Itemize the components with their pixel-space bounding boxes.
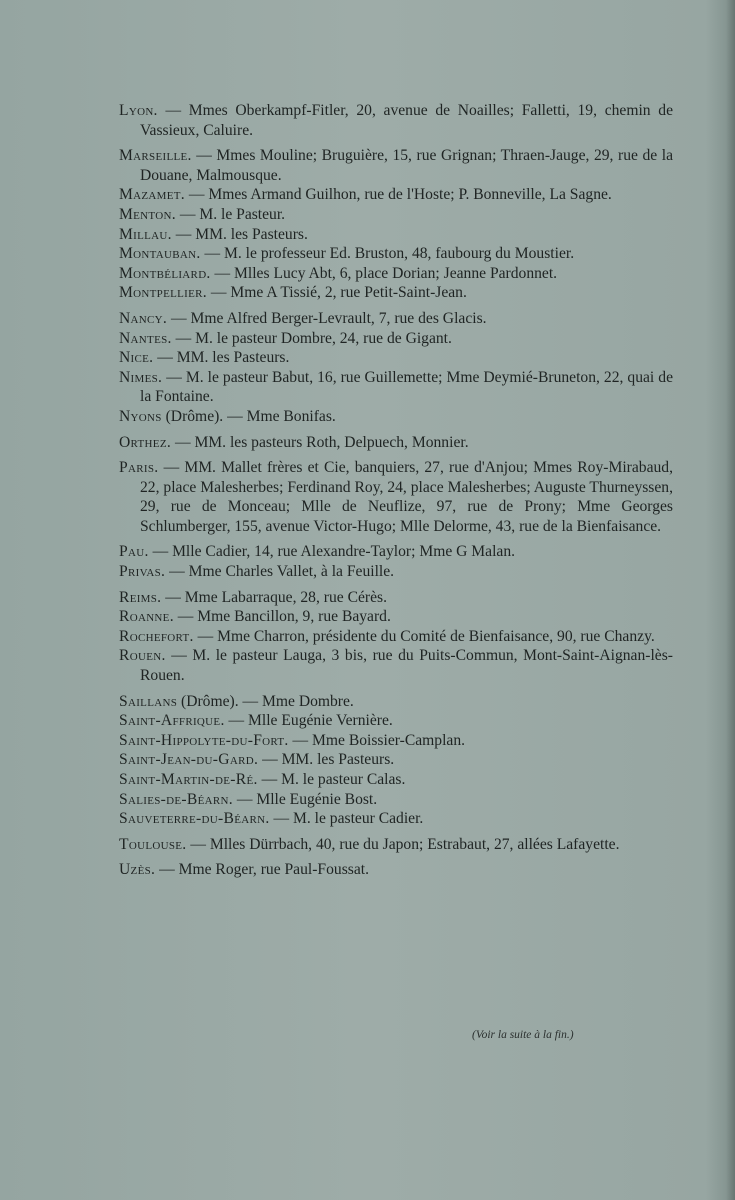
entry-saint-martin-de-re [119, 770, 673, 790]
entry-text: — Mme A Tissié, 2, rue Petit-Saint-Jean. [206, 284, 467, 302]
entry-toulouse [119, 835, 673, 855]
entry-mazamet [119, 185, 673, 205]
entry-nantes [119, 329, 673, 349]
entry-lyon [119, 101, 673, 140]
entry-text: — M. le professeur Ed. Bruston, 48, faubourg du Moustier. [200, 245, 575, 263]
place-name: Nimes. [119, 368, 163, 386]
entry-millau [119, 225, 673, 245]
entry-text: — MM. les Pasteurs. [153, 349, 290, 367]
entry-text: — Mlle Eugénie Bost. [232, 790, 378, 808]
place-name: Lyon. [119, 102, 158, 119]
place-name: Roanne. [119, 608, 174, 626]
entry-text: — M. le pasteur Lauga, 3 bis, rue du Puits-Commun, Mont-Saint-Aignan-lès-Rouen. [140, 647, 673, 685]
entry-nyons [119, 407, 673, 427]
entry-salies-de-bearn [119, 790, 673, 810]
entry-saint-hippolyte [119, 731, 673, 751]
entry-text: — Mmes Armand Guilhon, rue de l'Hoste; P. Bonneville, La Sagne. [185, 186, 612, 204]
place-name: Millau. [119, 225, 172, 243]
place-name: Rouen. [119, 647, 166, 665]
entry-montpellier [119, 283, 673, 303]
place-name: Nice. [119, 349, 154, 367]
place-name: Nyons [119, 407, 162, 425]
place-name: Privas. [119, 563, 166, 581]
entry-text: — Mme Labarraque, 28, rue Cérès. [161, 588, 387, 606]
entry-text: — Mme Bancillon, 9, rue Bayard. [173, 608, 391, 626]
entry-pau [119, 542, 673, 562]
entry-montauban [119, 244, 673, 264]
entry-roanne [119, 607, 673, 627]
place-name: Mazamet. [119, 186, 185, 204]
entry-nice [119, 348, 673, 368]
place-name: Sauveterre-du-Béarn. [119, 810, 270, 828]
entry-text: — Mme Alfred Berger-Levrault, 7, rue des Glacis. [167, 309, 487, 327]
entry-text: — M. le pasteur Babut, 16, rue Guillemette; Mme Deymié-Bruneton, 22, quai de la Fontaine. [140, 368, 673, 406]
place-name: Paris. [119, 459, 159, 477]
place-name: Saint-Martin-de-Ré. [119, 771, 258, 788]
place-name: Montbéliard. [119, 264, 211, 282]
entry-text: — M. le pasteur Cadier. [269, 810, 424, 828]
place-name: Saillans [119, 692, 178, 710]
entry-orthez [119, 433, 673, 453]
entry-text: — Mlle Cadier, 14, rue Alexandre-Taylor; Mme G Malan. [148, 543, 516, 561]
continuation-note: (Voir la suite à la fin.) [472, 1029, 574, 1041]
entry-menton [119, 205, 673, 225]
entry-nimes [119, 368, 673, 407]
place-name: Nantes. [119, 329, 172, 347]
entry-text: — Mlles Dürrbach, 40, rue du Japon; Estrabaut, 27, allées Lafayette. [186, 835, 620, 853]
entry-sauveterre [119, 809, 673, 829]
entry-text: — Mme Charles Vallet, à la Feuille. [165, 563, 395, 581]
place-name: Marseille. [119, 147, 192, 165]
entry-uzes [119, 860, 673, 880]
entry-text: — Mme Boissier-Camplan. [288, 731, 466, 749]
entry-text: — M. le pasteur Dombre, 24, rue de Gigant. [171, 329, 452, 347]
entry-privas [119, 562, 673, 582]
entry-text: — Mme Roger, rue Paul-Foussat. [155, 861, 369, 879]
place-name: Rochefort. [119, 627, 194, 645]
place-name: Saint-Affrique. [119, 712, 225, 730]
entry-text: — MM. les Pasteurs. [171, 225, 308, 243]
entry-text: (Drôme). — Mme Bonifas. [161, 407, 336, 425]
entry-saint-affrique [119, 711, 673, 731]
page-edge-shadow [726, 0, 735, 1200]
entry-montbeliard [119, 264, 673, 284]
place-name: Toulouse. [119, 835, 187, 853]
place-name: Montauban. [119, 245, 201, 263]
place-name: Saint-Jean-du-Gard. [119, 751, 259, 769]
place-name: Uzès. [119, 861, 156, 879]
place-name: Saint-Hippolyte-du-Fort. [119, 731, 289, 749]
entry-marseille [119, 146, 673, 185]
place-name: Pau. [119, 543, 149, 561]
entry-saint-jean-du-gard [119, 750, 673, 770]
entry-text: — Mme Charron, présidente du Comité de Bienfaisance, 90, rue Chanzy. [193, 627, 655, 645]
entry-text: — Mlles Lucy Abt, 6, place Dorian; Jeanne Pardonnet. [210, 264, 558, 282]
place-name: Reims. [119, 588, 162, 606]
entry-text: — Mmes Mouline; Bruguière, 15, rue Grignan; Thraen-Jauge, 29, rue de la Douane, Malmousque. [140, 147, 673, 184]
entry-text: (Drôme). — Mme Dombre. [177, 692, 354, 710]
entry-rochefort [119, 627, 673, 647]
entry-rouen [119, 646, 673, 685]
entry-paris [119, 458, 673, 536]
entry-nancy [119, 309, 673, 329]
place-name: Menton. [119, 205, 176, 223]
place-name: Montpellier. [119, 284, 207, 302]
entry-text: — Mmes Oberkampf-Fitler, 20, avenue de Noailles; Falletti, 19, chemin de Vassieux, Caluire. [140, 102, 673, 139]
place-name: Orthez. [119, 433, 172, 451]
entry-text: — Mlle Eugénie Vernière. [224, 712, 393, 730]
entry-text: — MM. les pasteurs Roth, Delpuech, Monnier. [171, 433, 469, 451]
entry-text: — MM. Mallet frères et Cie, banquiers, 27, rue d'Anjou; Mmes Roy-Mirabaud, 22, place Malesherbes; Ferdinand Roy, 24, place Malesherbes; Auguste Thurneyssen, 29, rue de Monceau; Mlle de Neuflize, 97, rue de Prony; Mme Georges Schlumberger, 155, avenue Victor-Hugo; Mlle Delorme, 43, rue de la Bienfaisance. [140, 459, 673, 535]
entry-text: — MM. les Pasteurs. [258, 751, 395, 769]
place-name: Nancy. [119, 309, 168, 327]
entry-text: — M. le Pasteur. [175, 205, 286, 223]
entry-text: — M. le pasteur Calas. [257, 771, 406, 788]
directory-list [119, 101, 673, 880]
place-name: Salies-de-Béarn. [119, 790, 233, 808]
entry-saillans [119, 692, 673, 712]
entry-reims [119, 588, 673, 608]
